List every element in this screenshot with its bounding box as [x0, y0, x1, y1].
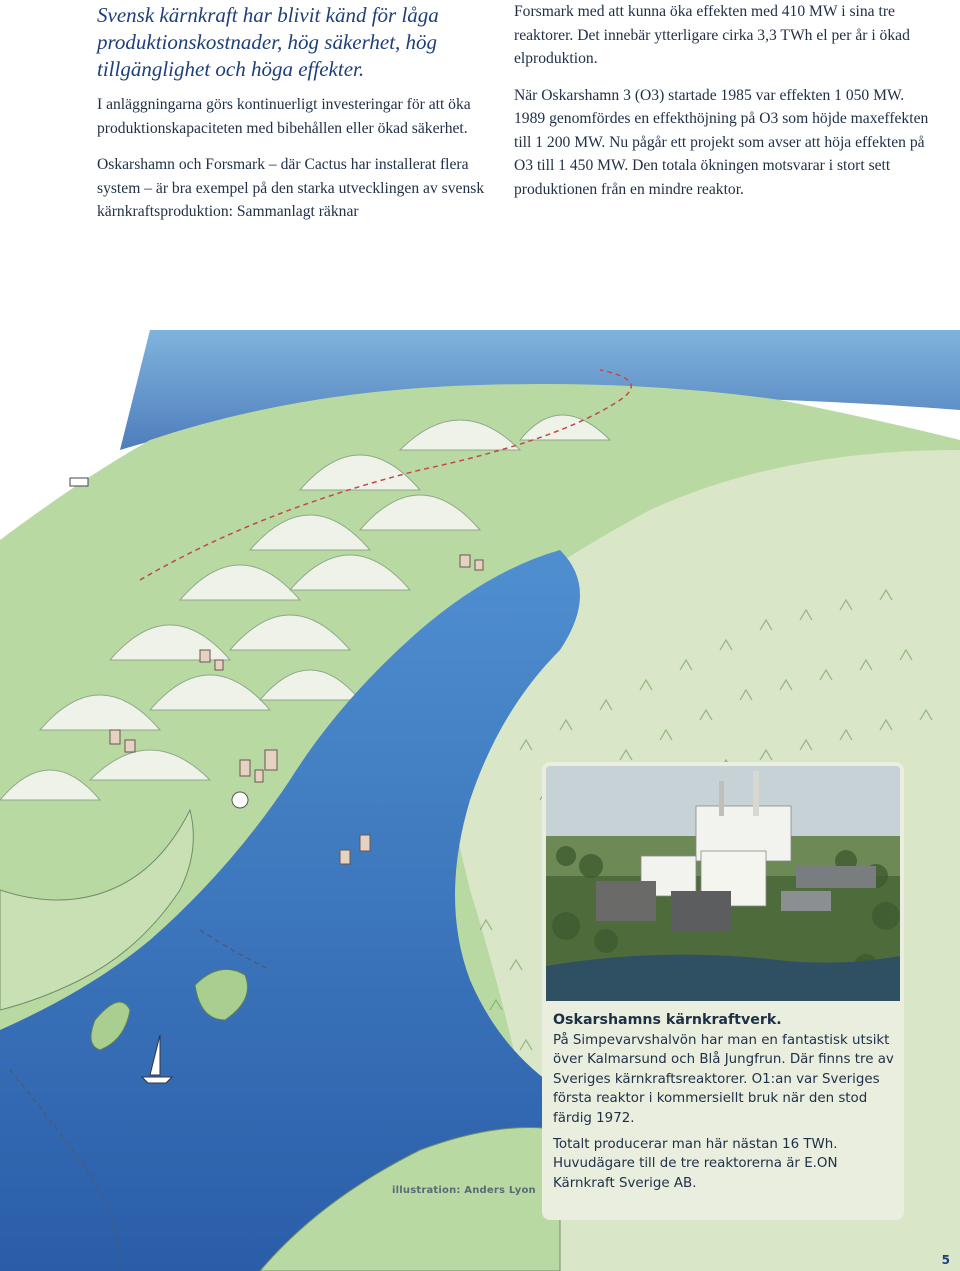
caption-block-2: [553, 1135, 894, 1194]
caption-title: Oskarshamns kärnkraftverk.: [553, 1012, 782, 1028]
caption-text-2: Totalt producerar man här nästan 16 TWh. Huvudägare till de tre reaktorerna är E.ON Kärnkraft Sverige AB.: [553, 1136, 838, 1191]
left-text-column: [97, 0, 497, 244]
body-paragraph-investments: I anläggningarna görs kontinuerligt investeringar för att öka produktionskapaciteten med bibehållen eller ökad säkerhet.: [97, 96, 471, 137]
power-plant-photo-svg: [546, 766, 900, 1001]
ferry: [70, 478, 88, 486]
caption-block-1: [553, 1011, 894, 1129]
power-plant-photo: [542, 762, 904, 1005]
body-paragraph-forsmark: Forsmark med att kunna öka effekten med 410 MW i sina tre reaktorer. Det innebär ytterligare cirka 3,3 TWh el per år i ökad elproduktion.: [514, 3, 910, 67]
water-tower: [232, 792, 248, 808]
photo-caption: [542, 1005, 904, 1220]
illustration-credit: illustration: Anders Lyon: [392, 1185, 536, 1196]
body-paragraph-o3: När Oskarshamn 3 (O3) startade 1985 var effekten 1 050 MW. 1989 genomfördes en effekthöjning på O3 som höjde maxeffekten till 1 200 MW. Nu pågår ett projekt som avser att höja effekten på O3 till 1 450 MW. Den totala ökningen motsvarar i stort sett produktionen från en mindre reaktor.: [514, 86, 929, 198]
caption-text-1: På Simpevarvshalvön har man en fantastisk utsikt över Kalmarsund och Blå Jungfrun. Där finns tre av Sveriges kärnkraftsreaktorer. O1:an var Sveriges första reaktor i kommersiellt bruk när den stod färdig 1972.: [553, 1032, 894, 1126]
lead-paragraph: Svensk kärnkraft har blivit känd för låga produktionskostnader, hög säkerhet, hög tillgänglighet och höga effekter.: [97, 3, 439, 81]
page-number: 5: [941, 1253, 950, 1267]
right-text-column: [514, 0, 934, 221]
body-paragraph-oskarshamn-forsmark: Oskarshamn och Forsmark – där Cactus har installerat flera system – är bra exempel på den starka utvecklingen av svensk kärnkraftsproduktion: Sammanlagt räknar: [97, 156, 485, 220]
